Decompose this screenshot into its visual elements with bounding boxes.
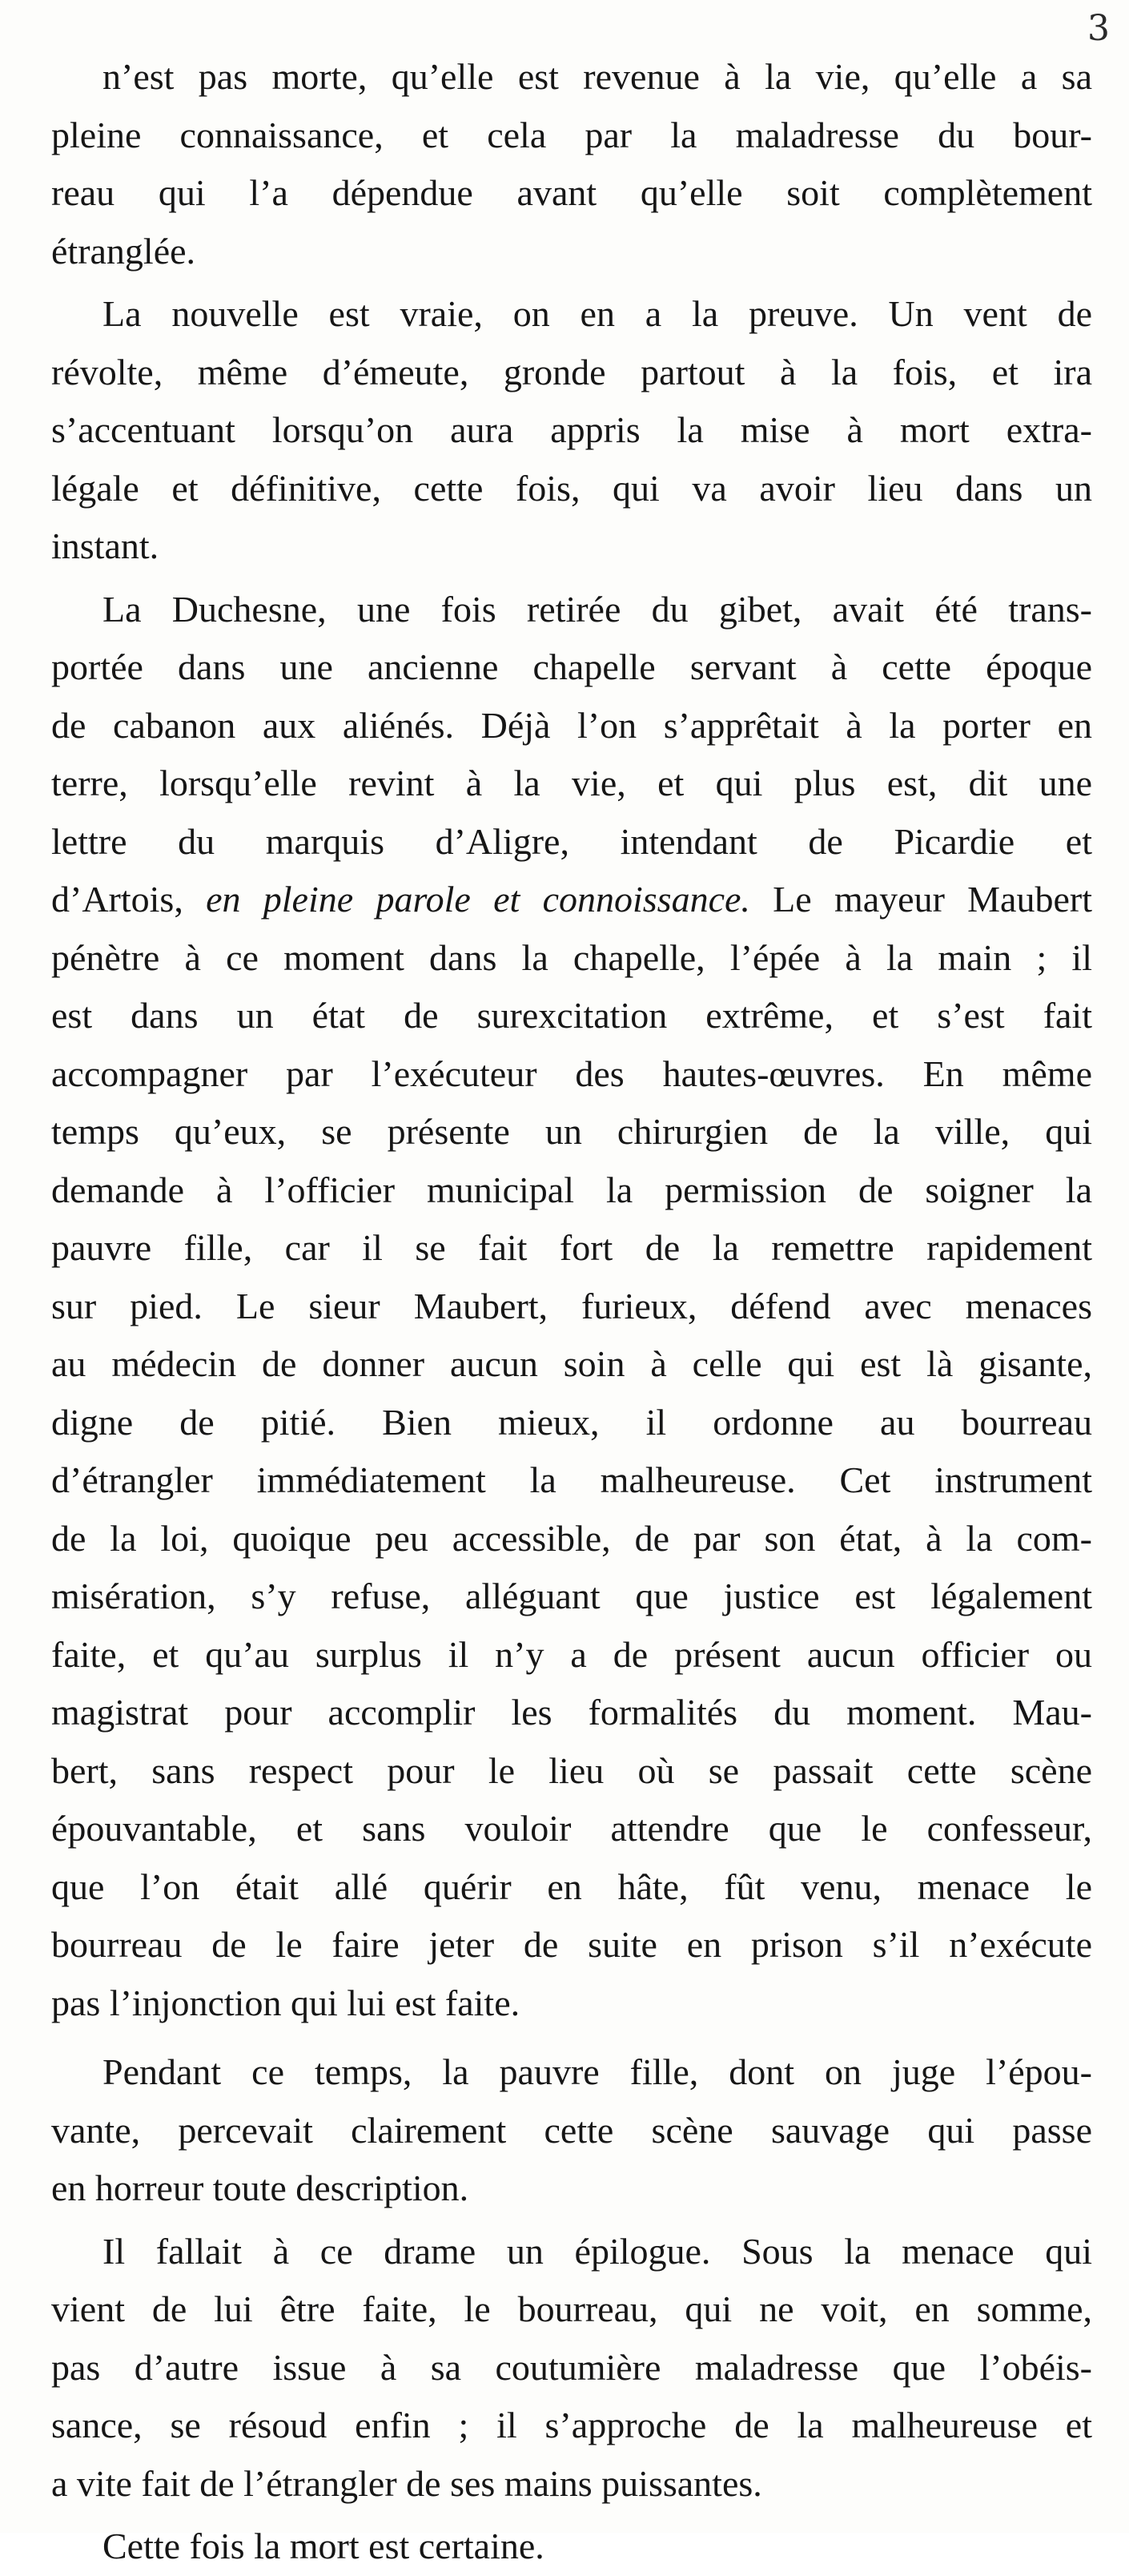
text-line: terre, lorsqu’elle revint à la vie, et qui plus est, dit une bbox=[51, 763, 1092, 803]
text-line: étranglée. bbox=[51, 230, 196, 272]
paragraph bbox=[51, 2223, 1092, 2514]
text-line: La Duchesne, une fois retirée du gibet, avait été trans- bbox=[102, 588, 1092, 630]
text-line: digne de pitié. Bien mieux, il ordonne au bourreau bbox=[51, 1401, 1092, 1443]
text-line: de cabanon aux aliénés. Déjà l’on s’apprêtait à la porter en bbox=[51, 704, 1092, 746]
text-line: pauvre fille, car il se fait fort de la remettre rapidement bbox=[51, 1227, 1092, 1268]
text-line: vient de lui être faite, le bourreau, qui ne voit, en somme, bbox=[51, 2288, 1092, 2329]
paragraph bbox=[51, 581, 1092, 2033]
body-text bbox=[51, 48, 1092, 2576]
text-line: faite, et qu’au surplus il n’y a de présent aucun officier ou bbox=[51, 1633, 1092, 1675]
text-line: La nouvelle est vraie, on en a la preuve. Un vent de bbox=[102, 293, 1092, 334]
text-line: pas d’autre issue à sa coutumière maladresse que l’obéis- bbox=[51, 2346, 1092, 2388]
text-line: pleine connaissance, et cela par la maladresse du bour- bbox=[51, 114, 1092, 155]
text-line: demande à l’officier municipal la permission de soigner la bbox=[51, 1169, 1092, 1210]
text-line: instant. bbox=[51, 525, 159, 566]
text-line: misération, s’y refuse, alléguant que justice est légalement bbox=[51, 1576, 1092, 1616]
text-line: a vite fait de l’étrangler de ses mains puissantes. bbox=[51, 2462, 762, 2504]
text-line: d’étrangler immédiatement la malheureuse. Cet instrument bbox=[51, 1459, 1092, 1500]
paragraph bbox=[51, 2518, 1092, 2576]
text-line: que l’on était allé quérir en hâte, fût venu, menace le bbox=[51, 1866, 1092, 1907]
italic-quote: en pleine parole et connoissance. bbox=[206, 879, 750, 920]
text-line: bourreau de le faire jeter de suite en prison s’il n’exécute bbox=[51, 1924, 1092, 1965]
text-line: au médecin de donner aucun soin à celle qui est là gisante, bbox=[51, 1343, 1092, 1384]
text-line: sur pied. Le sieur Maubert, furieux, défend avec menaces bbox=[51, 1285, 1092, 1326]
page-number: 3 bbox=[1087, 8, 1110, 49]
text-line bbox=[51, 871, 1092, 929]
text-line: vante, percevait clairement cette scène sauvage qui passe bbox=[51, 2109, 1092, 2151]
paragraph bbox=[51, 285, 1092, 576]
text-line: de la loi, quoique peu accessible, de par son état, à la com- bbox=[51, 1517, 1092, 1559]
text-line: bert, sans respect pour le lieu où se passait cette scène bbox=[51, 1749, 1092, 1791]
text-line: sance, se résoud enfin ; il s’approche de la malheureuse et bbox=[51, 2405, 1092, 2445]
text-line: reau qui l’a dépendue avant qu’elle soit complètement bbox=[51, 172, 1092, 213]
text-line: n’est pas morte, qu’elle est revenue à la vie, qu’elle a sa bbox=[102, 56, 1092, 97]
text-line: magistrat pour accomplir les formalités du moment. Mau- bbox=[51, 1692, 1092, 1733]
text-line: Cette fois la mort est certaine. bbox=[102, 2526, 544, 2566]
text-line: pénètre à ce moment dans la chapelle, l’épée à la main ; il bbox=[51, 936, 1092, 978]
text-line: Il fallait à ce drame un épilogue. Sous la menace qui bbox=[102, 2230, 1092, 2272]
text-line: lettre du marquis d’Aligre, intendant de Picardie et bbox=[51, 820, 1092, 862]
paragraph bbox=[51, 2043, 1092, 2218]
text-line: temps qu’eux, se présente un chirurgien de la ville, qui bbox=[51, 1111, 1092, 1152]
text-line: épouvantable, et sans vouloir attendre que le confesseur, bbox=[51, 1808, 1092, 1849]
text-line: accompagner par l’exécuteur des hautes-œuvres. En même bbox=[51, 1053, 1092, 1094]
text-run: d’Artois, bbox=[51, 879, 207, 920]
text-line: pas l’injonction qui lui est faite. bbox=[51, 1982, 520, 2023]
text-run: Le mayeur Maubert bbox=[749, 879, 1092, 920]
paragraph bbox=[51, 48, 1092, 280]
text-line: est dans un état de surexcitation extrême, et s’est fait bbox=[51, 995, 1092, 1036]
text-line: Pendant ce temps, la pauvre fille, dont on juge l’épou- bbox=[102, 2051, 1092, 2092]
text-line: révolte, même d’émeute, gronde partout à la fois, et ira bbox=[51, 351, 1092, 392]
text-line: en horreur toute description. bbox=[51, 2167, 469, 2208]
text-line: portée dans une ancienne chapelle servant à cette époque bbox=[51, 646, 1092, 687]
text-line: légale et définitive, cette fois, qui va avoir lieu dans un bbox=[51, 467, 1092, 509]
text-line: s’accentuant lorsqu’on aura appris la mise à mort extra- bbox=[51, 409, 1092, 450]
paragraph-gap bbox=[51, 2032, 1092, 2043]
